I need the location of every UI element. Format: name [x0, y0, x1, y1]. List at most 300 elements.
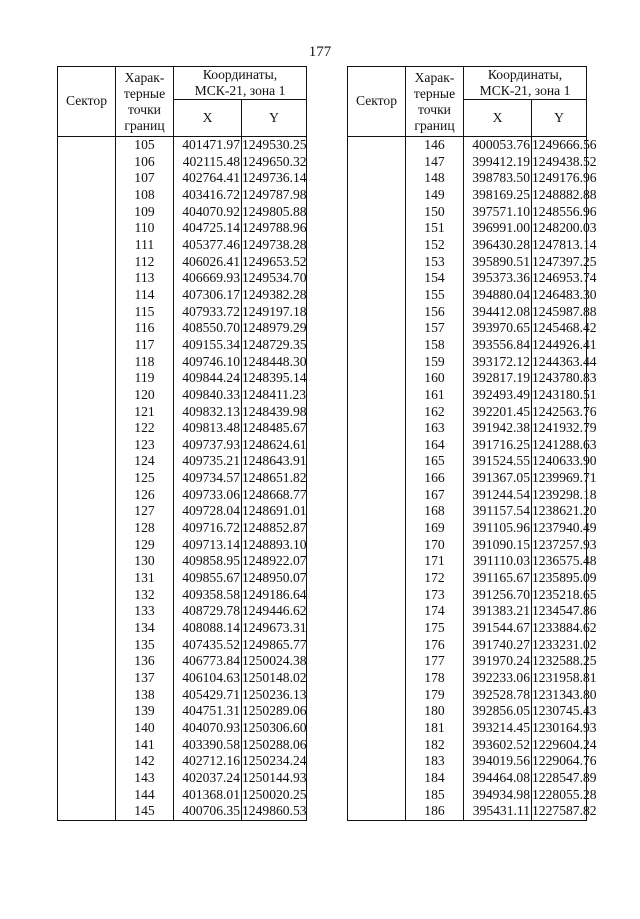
point-number-cell: 166 [406, 470, 464, 487]
point-number-cell: 143 [116, 770, 174, 787]
sector-cell [348, 587, 406, 604]
point-number-cell: 152 [406, 237, 464, 254]
sector-cell [58, 770, 116, 787]
table-row [58, 337, 307, 354]
y-cell: 1248624.61 [242, 436, 307, 452]
y-cell: 1248668.77 [242, 486, 307, 502]
x-cell: 407933.72 [174, 304, 242, 321]
x-cell: 409844.24 [174, 370, 242, 387]
y-cell: 1228055.28 [532, 786, 597, 802]
table-row [348, 503, 587, 520]
header-sector: Сектор [348, 67, 406, 137]
y-cell: 1246483.30 [532, 286, 597, 302]
point-number-cell: 121 [116, 404, 174, 421]
sector-cell [58, 737, 116, 754]
table-row [348, 387, 587, 404]
y-cell: 1240633.90 [532, 453, 597, 469]
point-number-cell: 163 [406, 420, 464, 437]
table-row [58, 487, 307, 504]
table-row [348, 720, 587, 737]
x-cell: 408729.78 [174, 603, 242, 620]
point-number-cell: 145 [116, 803, 174, 820]
sector-cell [348, 320, 406, 337]
sector-cell [348, 753, 406, 770]
table-row [348, 270, 587, 287]
sector-cell [58, 337, 116, 354]
x-cell: 402764.41 [174, 170, 242, 187]
table-row [348, 154, 587, 171]
sector-cell [58, 187, 116, 204]
x-cell: 408088.14 [174, 620, 242, 637]
point-number-cell: 175 [406, 620, 464, 637]
table-row [58, 470, 307, 487]
sector-cell [58, 520, 116, 537]
x-cell: 401368.01 [174, 787, 242, 804]
y-cell: 1238621.20 [532, 503, 597, 519]
y-cell: 1249673.31 [242, 620, 307, 636]
sector-cell [58, 503, 116, 520]
y-cell: 1249197.18 [242, 303, 307, 319]
sector-cell [58, 270, 116, 287]
x-cell: 403416.72 [174, 187, 242, 204]
sector-cell [58, 637, 116, 654]
sector-cell [348, 387, 406, 404]
x-cell: 403390.58 [174, 737, 242, 754]
x-cell: 401471.97 [174, 137, 242, 154]
x-cell: 391383.21 [464, 603, 532, 620]
sector-cell [348, 537, 406, 554]
table-row [348, 254, 587, 271]
point-number-cell: 184 [406, 770, 464, 787]
point-number-cell: 172 [406, 570, 464, 587]
x-cell: 406773.84 [174, 653, 242, 670]
y-cell: 1249186.64 [242, 586, 307, 602]
y-cell: 1250288.06 [242, 736, 307, 752]
sector-cell [348, 354, 406, 371]
table-row [348, 287, 587, 304]
point-number-cell: 114 [116, 287, 174, 304]
table-row [348, 137, 587, 154]
header-y: Y [242, 100, 307, 137]
table-row [58, 687, 307, 704]
sector-cell [348, 420, 406, 437]
table-row [58, 770, 307, 787]
point-number-cell: 171 [406, 553, 464, 570]
point-number-cell: 106 [116, 154, 174, 171]
point-number-cell: 130 [116, 553, 174, 570]
header-y: Y [532, 100, 587, 137]
point-number-cell: 120 [116, 387, 174, 404]
y-cell: 1250148.02 [242, 670, 307, 685]
x-cell: 391367.05 [464, 470, 532, 487]
y-cell: 1228547.89 [532, 769, 597, 785]
x-cell: 393970.65 [464, 320, 532, 337]
table-row [348, 620, 587, 637]
point-number-cell: 168 [406, 503, 464, 520]
point-number-cell: 185 [406, 787, 464, 804]
y-cell: 1229064.76 [532, 753, 597, 769]
point-number-cell: 153 [406, 254, 464, 271]
x-cell: 395890.51 [464, 254, 532, 271]
x-cell: 394934.98 [464, 787, 532, 804]
point-number-cell: 118 [116, 354, 174, 371]
x-cell: 409840.33 [174, 387, 242, 404]
sector-cell [58, 653, 116, 670]
x-cell: 405377.46 [174, 237, 242, 254]
x-cell: 409737.93 [174, 437, 242, 454]
point-number-cell: 117 [116, 337, 174, 354]
table-row [58, 254, 307, 271]
point-number-cell: 124 [116, 453, 174, 470]
sector-cell [58, 420, 116, 437]
y-cell: 1248729.35 [242, 336, 307, 352]
y-cell: 1249738.28 [242, 236, 307, 252]
table-row [348, 553, 587, 570]
x-cell: 391165.67 [464, 570, 532, 587]
x-cell: 394880.04 [464, 287, 532, 304]
x-cell: 409858.95 [174, 553, 242, 570]
x-cell: 391244.54 [464, 487, 532, 504]
sector-cell [58, 254, 116, 271]
point-number-cell: 135 [116, 637, 174, 654]
x-cell: 404725.14 [174, 220, 242, 237]
x-cell: 404070.92 [174, 204, 242, 221]
x-cell: 408550.70 [174, 320, 242, 337]
sector-cell [348, 487, 406, 504]
table-row [58, 737, 307, 754]
table-row [348, 603, 587, 620]
table-row [58, 320, 307, 337]
point-number-cell: 180 [406, 703, 464, 720]
sector-cell [58, 237, 116, 254]
point-number-cell: 144 [116, 787, 174, 804]
x-cell: 397571.10 [464, 204, 532, 221]
sector-cell [348, 703, 406, 720]
sector-cell [58, 570, 116, 587]
table-row [58, 787, 307, 804]
table-row [58, 437, 307, 454]
x-cell: 391105.96 [464, 520, 532, 537]
x-cell: 391970.24 [464, 653, 532, 670]
y-cell: 1248691.01 [242, 503, 307, 519]
x-cell: 407435.52 [174, 637, 242, 654]
x-cell: 395431.11 [464, 803, 532, 820]
x-cell: 406669.93 [174, 270, 242, 287]
sector-cell [58, 453, 116, 470]
table-row [348, 304, 587, 321]
y-cell: 1232588.25 [532, 653, 597, 669]
sector-cell [58, 387, 116, 404]
y-cell: 1246953.74 [532, 270, 597, 286]
x-cell: 400706.35 [174, 803, 242, 820]
sector-cell [348, 787, 406, 804]
x-cell: 409728.04 [174, 503, 242, 520]
y-cell: 1244926.41 [532, 336, 597, 352]
point-number-cell: 165 [406, 453, 464, 470]
y-cell: 1236575.48 [532, 553, 597, 569]
table-row [58, 603, 307, 620]
y-cell: 1249534.70 [242, 270, 307, 286]
y-cell: 1248411.23 [242, 386, 307, 402]
point-number-cell: 131 [116, 570, 174, 587]
sector-cell [348, 737, 406, 754]
point-number-cell: 169 [406, 520, 464, 537]
table-row [58, 520, 307, 537]
table-row [58, 170, 307, 187]
x-cell: 391942.38 [464, 420, 532, 437]
x-cell: 409832.13 [174, 404, 242, 421]
x-cell: 392817.19 [464, 370, 532, 387]
x-cell: 405429.71 [174, 687, 242, 704]
table-row [348, 703, 587, 720]
x-cell: 409813.48 [174, 420, 242, 437]
y-cell: 1249736.14 [242, 170, 307, 186]
table-row [348, 470, 587, 487]
y-cell: 1249666.56 [532, 137, 597, 152]
table-row [58, 387, 307, 404]
y-cell: 1235895.09 [532, 570, 597, 586]
point-number-cell: 173 [406, 587, 464, 604]
sector-cell [58, 204, 116, 221]
point-number-cell: 132 [116, 587, 174, 604]
point-number-cell: 123 [116, 437, 174, 454]
x-cell: 392233.06 [464, 670, 532, 687]
x-cell: 402115.48 [174, 154, 242, 171]
table-row [58, 537, 307, 554]
point-number-cell: 125 [116, 470, 174, 487]
point-number-cell: 155 [406, 287, 464, 304]
sector-cell [58, 437, 116, 454]
y-cell: 1233231.02 [532, 636, 597, 652]
y-cell: 1241932.79 [532, 420, 597, 436]
y-cell: 1248200.03 [532, 220, 597, 236]
y-cell: 1250236.13 [242, 686, 307, 702]
point-number-cell: 146 [406, 137, 464, 154]
y-cell: 1248893.10 [242, 536, 307, 552]
y-cell: 1230745.43 [532, 703, 597, 719]
y-cell: 1248643.91 [242, 453, 307, 469]
sector-cell [58, 287, 116, 304]
sector-cell [58, 170, 116, 187]
point-number-cell: 134 [116, 620, 174, 637]
header-x: X [174, 100, 242, 137]
table-row [348, 570, 587, 587]
x-cell: 392493.49 [464, 387, 532, 404]
table-row [348, 370, 587, 387]
table-row [348, 537, 587, 554]
y-cell: 1245468.42 [532, 320, 597, 336]
table-row [58, 187, 307, 204]
point-number-cell: 115 [116, 304, 174, 321]
sector-cell [58, 370, 116, 387]
x-cell: 404751.31 [174, 703, 242, 720]
sector-cell [348, 620, 406, 637]
table-row [348, 320, 587, 337]
y-cell: 1242563.76 [532, 403, 597, 419]
sector-cell [58, 154, 116, 171]
table-row [58, 803, 307, 820]
point-number-cell: 162 [406, 404, 464, 421]
point-number-cell: 137 [116, 670, 174, 687]
y-cell: 1249653.52 [242, 253, 307, 269]
x-cell: 391544.67 [464, 620, 532, 637]
y-cell: 1243780.83 [532, 370, 597, 386]
sector-cell [58, 470, 116, 487]
sector-cell [348, 204, 406, 221]
x-cell: 395373.36 [464, 270, 532, 287]
sector-cell [58, 354, 116, 371]
sector-cell [58, 320, 116, 337]
point-number-cell: 161 [406, 387, 464, 404]
x-cell: 394464.08 [464, 770, 532, 787]
table-row [348, 587, 587, 604]
table-row [348, 520, 587, 537]
table-row [348, 770, 587, 787]
sector-cell [348, 137, 406, 154]
sector-cell [58, 720, 116, 737]
sector-cell [58, 220, 116, 237]
y-cell: 1248448.30 [242, 353, 307, 369]
point-number-cell: 107 [116, 170, 174, 187]
table-row [58, 237, 307, 254]
point-number-cell: 129 [116, 537, 174, 554]
point-number-cell: 176 [406, 637, 464, 654]
y-cell: 1230164.93 [532, 719, 597, 735]
y-cell: 1244363.44 [532, 353, 597, 369]
point-number-cell: 170 [406, 537, 464, 554]
y-cell: 1249805.88 [242, 203, 307, 219]
sector-cell [58, 553, 116, 570]
x-cell: 393172.12 [464, 354, 532, 371]
y-cell: 1249446.62 [242, 603, 307, 619]
x-cell: 394019.56 [464, 753, 532, 770]
x-cell: 391090.15 [464, 537, 532, 554]
y-cell: 1231958.81 [532, 670, 597, 685]
y-cell: 1248922.07 [242, 553, 307, 569]
table-row [58, 670, 307, 687]
y-cell: 1249382.28 [242, 286, 307, 302]
header-sector: Сектор [58, 67, 116, 137]
y-cell: 1243180.51 [532, 386, 597, 402]
table-row [348, 453, 587, 470]
table-row [348, 187, 587, 204]
table-row [58, 587, 307, 604]
point-number-cell: 159 [406, 354, 464, 371]
point-number-cell: 157 [406, 320, 464, 337]
table-row [58, 287, 307, 304]
y-cell: 1237940.49 [532, 520, 597, 536]
point-number-cell: 141 [116, 737, 174, 754]
point-number-cell: 149 [406, 187, 464, 204]
sector-cell [348, 287, 406, 304]
y-cell: 1250234.24 [242, 753, 307, 769]
table-row [58, 370, 307, 387]
x-cell: 409733.06 [174, 487, 242, 504]
y-cell: 1249438.52 [532, 153, 597, 169]
table-row [348, 687, 587, 704]
y-cell: 1248439.98 [242, 403, 307, 419]
table-row [348, 637, 587, 654]
x-cell: 406104.63 [174, 670, 242, 687]
x-cell: 396991.00 [464, 220, 532, 237]
table-row [58, 637, 307, 654]
table-row [348, 437, 587, 454]
table-row [348, 237, 587, 254]
sector-cell [348, 270, 406, 287]
point-number-cell: 164 [406, 437, 464, 454]
sector-cell [58, 304, 116, 321]
table-row [58, 220, 307, 237]
point-number-cell: 186 [406, 803, 464, 820]
x-cell: 393214.45 [464, 720, 532, 737]
y-cell: 1239298.18 [532, 486, 597, 502]
point-number-cell: 105 [116, 137, 174, 154]
table-row [348, 337, 587, 354]
sector-cell [58, 803, 116, 820]
point-number-cell: 110 [116, 220, 174, 237]
y-cell: 1229604.24 [532, 736, 597, 752]
x-cell: 399412.19 [464, 154, 532, 171]
sector-cell [58, 703, 116, 720]
x-cell: 393602.52 [464, 737, 532, 754]
y-cell: 1248852.87 [242, 520, 307, 536]
sector-cell [348, 437, 406, 454]
header-coordinates: Координаты, МСК-21, зона 1 [174, 67, 307, 100]
x-cell: 391716.25 [464, 437, 532, 454]
y-cell: 1249860.53 [242, 803, 307, 820]
y-cell: 1233884.62 [532, 620, 597, 636]
sector-cell [348, 653, 406, 670]
table-row [348, 753, 587, 770]
sector-cell [348, 520, 406, 537]
point-number-cell: 177 [406, 653, 464, 670]
sector-cell [348, 803, 406, 820]
point-number-cell: 122 [116, 420, 174, 437]
y-cell: 1250024.38 [242, 653, 307, 669]
y-cell: 1250020.25 [242, 786, 307, 802]
point-number-cell: 167 [406, 487, 464, 504]
y-cell: 1249530.25 [242, 137, 307, 152]
sector-cell [348, 370, 406, 387]
x-cell: 391740.27 [464, 637, 532, 654]
x-cell: 392856.05 [464, 703, 532, 720]
table-row [58, 137, 307, 154]
table-row [58, 570, 307, 587]
point-number-cell: 128 [116, 520, 174, 537]
sector-cell [348, 187, 406, 204]
x-cell: 398169.25 [464, 187, 532, 204]
point-number-cell: 139 [116, 703, 174, 720]
sector-cell [348, 553, 406, 570]
x-cell: 404070.93 [174, 720, 242, 737]
x-cell: 394412.08 [464, 304, 532, 321]
point-number-cell: 109 [116, 204, 174, 221]
x-cell: 391157.54 [464, 503, 532, 520]
y-cell: 1239969.71 [532, 470, 597, 486]
sector-cell [58, 137, 116, 154]
x-cell: 402712.16 [174, 753, 242, 770]
point-number-cell: 119 [116, 370, 174, 387]
point-number-cell: 136 [116, 653, 174, 670]
sector-cell [348, 304, 406, 321]
x-cell: 391524.55 [464, 453, 532, 470]
y-cell: 1248485.67 [242, 420, 307, 436]
x-cell: 400053.76 [464, 137, 532, 154]
sector-cell [348, 220, 406, 237]
table-row [58, 703, 307, 720]
x-cell: 409716.72 [174, 520, 242, 537]
sector-cell [348, 503, 406, 520]
